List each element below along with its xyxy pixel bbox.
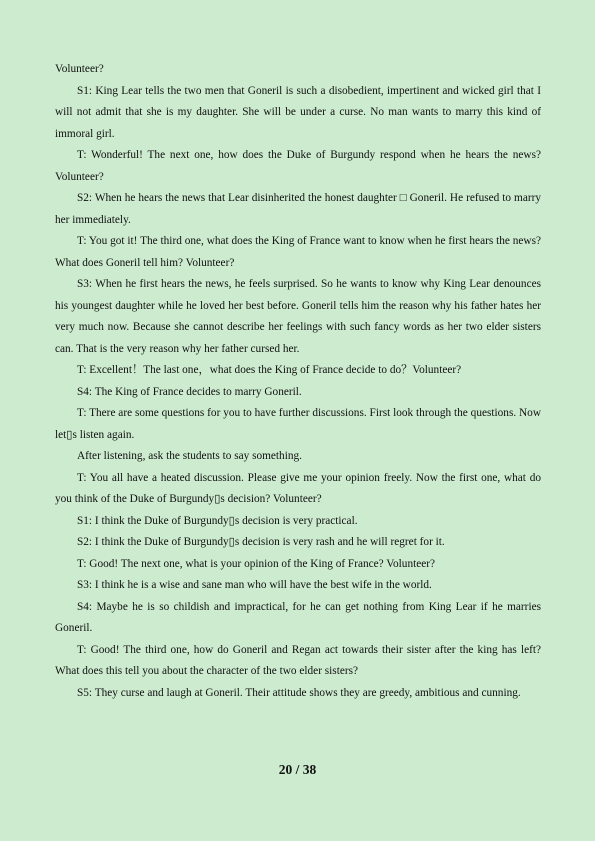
paragraph: T: You got it! The third one, what does the King of France want to know when he first hears the news? What does Goneril tell him? Volunteer? xyxy=(55,235,541,269)
paragraph: S2: I think the Duke of Burgundy▯s decision is very rash and he will regret for it. xyxy=(77,536,445,548)
paragraph: Volunteer? xyxy=(55,63,104,75)
paragraph: T: Good! The next one, what is your opinion of the King of France? Volunteer? xyxy=(77,557,436,570)
paragraph: S3: I think he is a wise and sane man who will have the best wife in the world. xyxy=(77,579,432,591)
paragraph: S1: King Lear tells the two men that Goneril is such a disobedient, impertinent and wicked girl that I will not admit that she is my daughter. She will be under a curse. No man wants to marry this kind of immoral girl. xyxy=(55,84,541,140)
paragraph: S4: Maybe he is so childish and impractical, for he can get nothing from King Lear if he marries Goneril. xyxy=(55,600,541,634)
paragraph: S3: When he first hears the news, he feels surprised. So he wants to know why King Lear denounces his youngest daughter while he loved her best before. Goneril tells him the reason why his father hates her very much now. Because she cannot describe her feelings with such fancy words as her two elder sisters can. That is the very reason why her father cursed her. xyxy=(55,278,541,355)
page-number: 20 / 38 xyxy=(278,762,317,777)
paragraph: T: Good! The third one, how do Goneril and Regan act towards their sister after the king has left? What does this tell you about the character of the two elder sisters? xyxy=(55,643,541,677)
paragraph: T: There are some questions for you to have further discussions. First look through the questions. Now let▯s listen again. xyxy=(55,407,541,441)
paragraph: After listening, ask the students to say something. xyxy=(77,450,302,462)
paragraph: T: You all have a heated discussion. Please give me your opinion freely. Now the first one, what do you think of the Duke of Burgundy▯s decision? Volunteer? xyxy=(55,471,541,505)
paragraph: S4: The King of France decides to marry Goneril. xyxy=(77,385,302,398)
paragraph: S1: I think the Duke of Burgundy▯s decision is very practical. xyxy=(77,514,358,527)
paragraph: S2: When he hears the news that Lear disinherited the honest daughter □ Goneril. He refused to marry her immediately. xyxy=(55,192,541,226)
paragraph: T: Excellent！The last one，what does the King of France decide to do？Volunteer? xyxy=(77,364,462,376)
paragraph: T: Wonderful! The next one, how does the Duke of Burgundy respond when he hears the news? Volunteer? xyxy=(55,149,541,183)
paragraph: S5: They curse and laugh at Goneril. Their attitude shows they are greedy, ambitious and cunning. xyxy=(77,686,521,699)
document-body xyxy=(55,59,541,704)
